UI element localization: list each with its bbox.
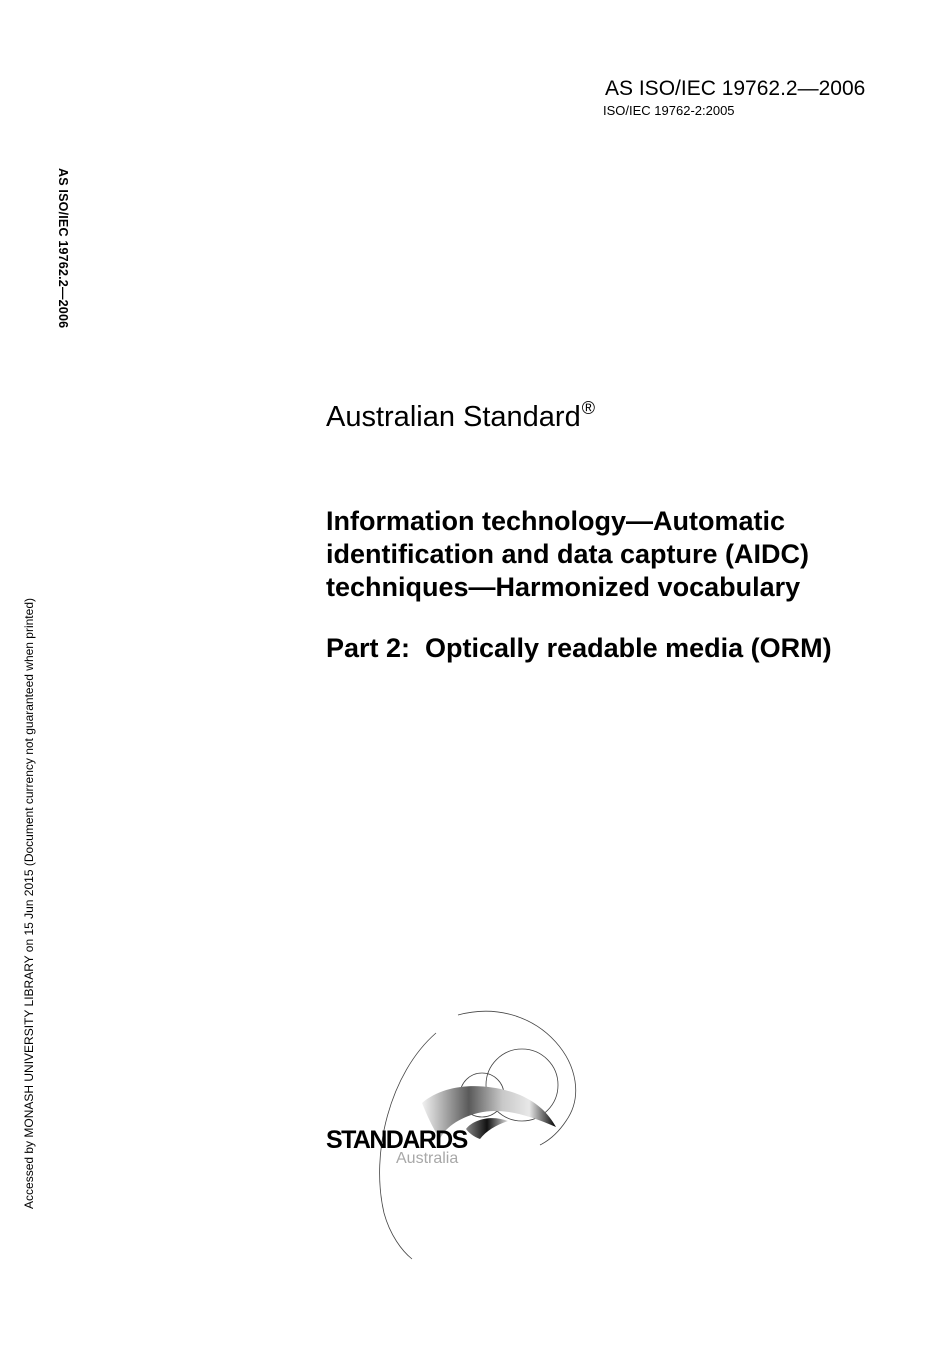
part-title: Part 2: Optically readable media (ORM) <box>326 633 832 663</box>
logo-wordmark: STANDARDS <box>326 1126 467 1154</box>
access-note: Accessed by MONASH UNIVERSITY LIBRARY on 15 Jun 2015 (Document currency not guaranteed when printed) <box>22 598 36 1209</box>
spine-designation: AS ISO/IEC 19762.2—2006 <box>56 168 70 329</box>
title-line: Information technology—Automatic <box>326 506 785 536</box>
series-label: Australian Standard <box>326 401 581 433</box>
document-designation: AS ISO/IEC 19762.2—2006 <box>605 77 866 100</box>
international-designation: ISO/IEC 19762-2:2005 <box>603 103 735 118</box>
swoosh <box>466 1118 508 1139</box>
title-line: identification and data capture (AIDC) <box>326 539 810 569</box>
registered-mark: ® <box>581 398 595 418</box>
series-name <box>326 398 595 434</box>
title-line: techniques—Harmonized vocabulary <box>326 572 801 602</box>
document-title <box>326 505 809 604</box>
logo-subtitle: Australia <box>396 1150 459 1167</box>
